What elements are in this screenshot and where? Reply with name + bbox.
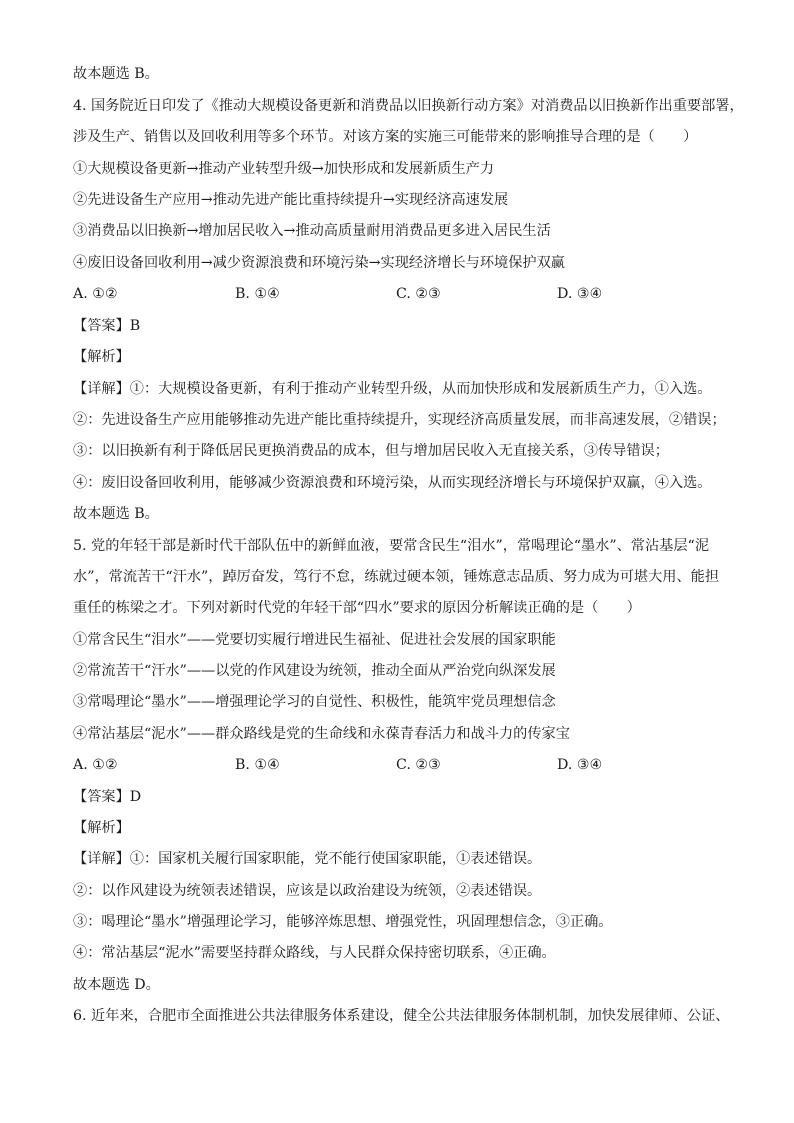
- question-4-stem-line-1: 4. 国务院近日印发了《推动大规模设备更新和消费品以旧换新行动方案》对消费品以旧换新作出重要部署，: [73, 98, 744, 114]
- question-4-option-a: A. ①②: [73, 286, 118, 302]
- question-5-option-a: A. ①②: [73, 757, 118, 773]
- question-5-statement-2: ②常流苦干“汗水”——以党的作风建设为统领，推动全面从严治党向纵深发展: [73, 663, 556, 679]
- question-5-detail-2: ②：以作风建设为统领表述错误，应该是以政治建设为统领，②表述错误。: [73, 883, 542, 899]
- question-4-detail-3: ③：以旧换新有利于降低居民更换消费品的成本，但与增加居民收入无直接关系，③传导错误；: [73, 443, 669, 459]
- question-4-statement-3: ③消费品以旧换新→增加居民收入→推动高质量耐用消费品更多进入居民生活: [73, 223, 551, 239]
- conclusion-q5: 故本题选 D。: [73, 977, 160, 993]
- question-5-statement-4: ④常沾基层“泥水”——群众路线是党的生命线和永葆青春活力和战斗力的传家宝: [73, 726, 570, 742]
- question-5-detail-3: ③：喝理论“墨水”增强理论学习，能够淬炼思想、增强党性，巩固理想信念，③正确。: [73, 914, 613, 930]
- question-4-option-b: B. ①④: [235, 286, 280, 302]
- question-4-statement-4: ④废旧设备回收利用→减少资源浪费和环境污染→实现经济增长与环境保护双赢: [73, 255, 565, 271]
- conclusion-q3: 故本题选 B。: [73, 66, 159, 82]
- question-5-stem-line-3: 重任的栋梁之才。下列对新时代党的年轻干部“四水”要求的原因分析解读正确的是（ ）: [73, 600, 641, 616]
- question-5-statement-1: ①常含民生“泪水”——党要切实履行增进民生福祉、促进社会发展的国家职能: [73, 632, 556, 648]
- question-4-detail-1: 【详解】①：大规模设备更新，有利于推动产业转型升级，从而加快形成和发展新质生产力，①入选。: [73, 381, 712, 397]
- question-5-detail-1: 【详解】①：国家机关履行国家职能，党不能行使国家职能，①表述错误。: [73, 851, 542, 867]
- question-5-statement-3: ③常喝理论“墨水”——增强理论学习的自觉性、积极性，能筑牢党员理想信念: [73, 694, 556, 710]
- question-4-stem-line-2: 涉及生产、销售以及回收利用等多个环节。对该方案的实施三可能带来的影响推导合理的是（ ）: [73, 129, 698, 145]
- question-4-statement-1: ①大规模设备更新→推动产业转型升级→加快形成和发展新质生产力: [73, 161, 495, 177]
- question-4-analysis-heading: 【解析】: [73, 349, 130, 365]
- question-4-option-d: D. ③④: [557, 286, 603, 302]
- question-5-detail-4: ④：常沾基层“泥水”需要坚持群众路线，与人民群众保持密切联系，④正确。: [73, 945, 556, 961]
- question-5-option-d: D. ③④: [557, 757, 603, 773]
- question-5-answer: 【答案】D: [73, 789, 142, 805]
- question-4-detail-4: ④：废旧设备回收利用，能够减少资源浪费和环境污染，从而实现经济增长与环境保护双赢，④入选。: [73, 475, 712, 491]
- question-5-analysis-heading: 【解析】: [73, 820, 130, 836]
- question-5-option-c: C. ②③: [396, 757, 441, 773]
- question-5-stem-line-1: 5. 党的年轻干部是新时代干部队伍中的新鲜血液，要常含民生“泪水”，常喝理论“墨水”、常沾基层“泥: [73, 538, 710, 554]
- question-4-answer: 【答案】B: [73, 318, 141, 334]
- question-5-option-b: B. ①④: [235, 757, 280, 773]
- question-6-stem-line-1: 6. 近年来，合肥市全面推进公共法律服务体系建设，健全公共法律服务体制机制，加快发展律师、公证、: [73, 1008, 730, 1024]
- question-5-stem-line-2: 水”，常流苦干“汗水”，踔厉奋发，笃行不怠，练就过硬本领，锤炼意志品质、努力成为可堪大用、能担: [73, 569, 720, 585]
- question-4-detail-2: ②：先进设备生产应用能够推动先进产能比重持续提升，实现经济高质量发展，而非高速发展，②错误；: [73, 412, 726, 428]
- question-4-statement-2: ②先进设备生产应用→推动先进产能比重持续提升→实现经济高速发展: [73, 192, 509, 208]
- conclusion-q4: 故本题选 B。: [73, 506, 159, 522]
- question-4-option-c: C. ②③: [396, 286, 441, 302]
- question-5-options: [73, 755, 713, 775]
- question-4-options: [73, 284, 713, 304]
